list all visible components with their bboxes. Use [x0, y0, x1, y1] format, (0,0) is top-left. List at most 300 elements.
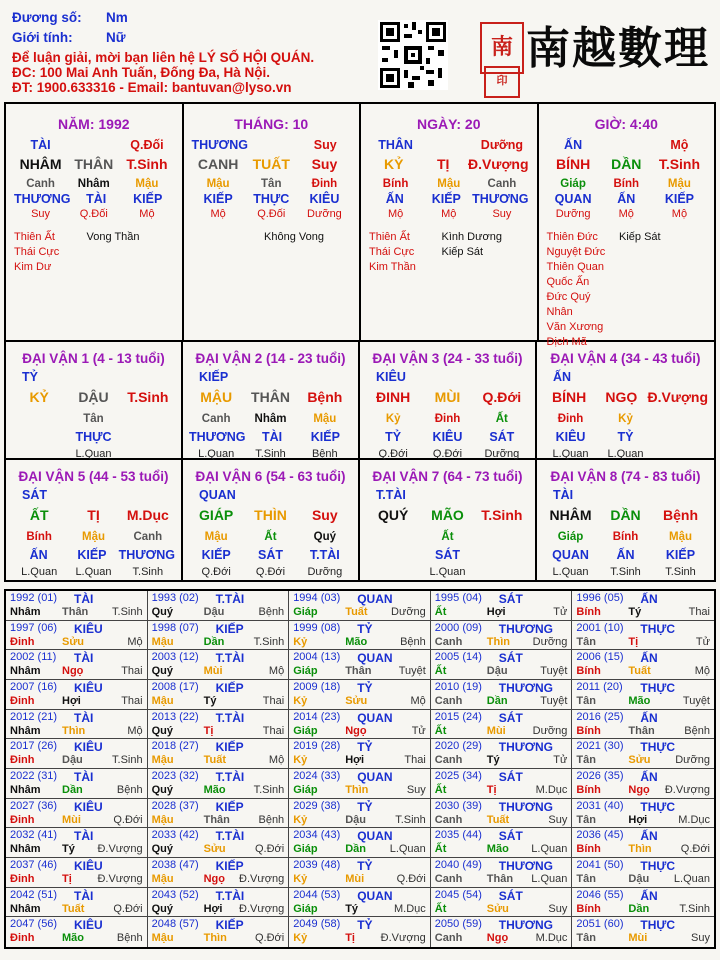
phone-email-line: ĐT: 1900.633316 - Email: bantuvan@lyso.vn [12, 80, 292, 95]
stem-branch: DẦN [611, 156, 642, 172]
year-life-stage: Bệnh [684, 724, 710, 737]
year-life-stage: Thai [404, 754, 426, 767]
year-ten-god: KIẾP [215, 680, 244, 695]
year-label: 2016 (25) [576, 710, 624, 723]
year-label: 2022 (31) [10, 769, 58, 782]
dai-van-hidden-ten-god [366, 548, 420, 563]
life-stage: Suy [31, 208, 51, 220]
dai-van-hidden-ten-god: KIÊU [555, 430, 586, 444]
year-label: 2046 (55) [576, 888, 624, 901]
year-life-stage: Q.Đới [396, 872, 426, 885]
dai-van-hidden-stem: Ất [264, 531, 277, 543]
stem-branch-row [184, 154, 360, 174]
year-branch: Ngọ [486, 932, 509, 945]
year-cell [6, 888, 148, 918]
year-ten-god: THƯƠNG [498, 799, 553, 814]
year-ten-god: T.TÀI [215, 592, 245, 606]
dai-van-ten-god: T.TÀI [376, 488, 406, 502]
year-branch: Dần [62, 783, 83, 796]
dai-van-life-stage: T.Sinh [255, 448, 286, 460]
year-label: 2018 (27) [151, 740, 199, 753]
year-ten-god: QUAN [357, 651, 393, 666]
year-cell [6, 917, 148, 947]
stars-row [184, 230, 360, 245]
star-name: Kiếp Sát [619, 231, 661, 243]
dai-van-stem-branch: Q.Đới [482, 389, 522, 405]
dai-van-life-stage-row [360, 566, 535, 580]
year-label: 2014 (23) [293, 710, 341, 723]
year-label: 2037 (46) [10, 858, 58, 871]
year-branch: Mùi [628, 932, 648, 945]
year-stem: Ất [434, 843, 447, 856]
year-stem: Giáp [293, 724, 318, 737]
year-ten-god: TÀI [74, 769, 94, 784]
pillar-column [539, 104, 715, 348]
dai-van-stem-branch: Suy [311, 507, 338, 523]
dai-van-hidden-ten-god [12, 430, 66, 445]
year-cell [572, 591, 714, 621]
life-stage: Mộ [618, 208, 634, 220]
year-stem: Bính [576, 843, 601, 856]
stem-branch: BÍNH [555, 156, 591, 172]
star-name: Thái Cực [14, 246, 60, 258]
stars-row [6, 230, 182, 275]
year-stem: Đinh [10, 932, 35, 945]
dai-van-hidden-stem: Mậu [313, 413, 337, 425]
dai-van-stem-branch-row [537, 389, 714, 407]
stem-branch: KỶ [384, 156, 404, 172]
year-stem: Đinh [10, 694, 35, 707]
year-stem: Canh [434, 635, 463, 648]
year-life-stage: Bệnh [116, 932, 143, 945]
stars-left-list [14, 230, 87, 275]
dai-van-hidden-ten-god: THƯƠNG [189, 430, 246, 444]
year-label: 1996 (05) [576, 592, 624, 604]
year-label: 2026 (35) [576, 769, 624, 782]
year-branch: Mùi [486, 724, 506, 737]
year-branch: Tị [62, 872, 72, 885]
year-label: 2047 (56) [10, 918, 58, 931]
year-ten-god: TỶ [357, 680, 373, 695]
year-life-stage: Đ.Vượng [239, 872, 285, 885]
stem-branch: NHÂM [19, 156, 62, 172]
hidden-stem: Bính [613, 178, 640, 190]
year-ten-god: ẤN [640, 710, 658, 725]
year-cell [431, 888, 573, 918]
year-ten-god: SÁT [498, 829, 523, 844]
dai-van-ten-god: TÀI [553, 488, 574, 502]
dai-van-hidden-ten-god: SÁT [434, 548, 460, 562]
life-stage-row [6, 208, 182, 224]
year-branch: Thân [203, 813, 230, 826]
year-label: 2033 (42) [151, 829, 199, 842]
dai-van-stem-branch: MÃO [431, 507, 464, 523]
year-branch: Thìn [345, 783, 369, 796]
year-ten-god: QUAN [357, 829, 393, 844]
dai-van-stem-branch: MÙI [434, 389, 461, 405]
dai-van-ten-god: QUAN [199, 488, 236, 502]
year-ten-god: SÁT [498, 888, 523, 903]
year-cell [6, 591, 148, 621]
year-label: 2025 (34) [434, 769, 482, 782]
year-label: 2011 (20) [576, 680, 623, 693]
dai-van-hidden-ten-god [653, 430, 708, 445]
dai-van-life-stage: T.Sinh [665, 566, 696, 578]
hidden-stem: Mậu [667, 178, 691, 190]
year-stem: Đinh [10, 635, 35, 648]
life-stage: Q.Đối [79, 208, 108, 220]
dai-van-life-stage: L.Quan [21, 566, 58, 578]
year-stem: Mậu [151, 754, 174, 767]
year-ten-god: THƯƠNG [498, 740, 553, 755]
dai-van-ten-god: ẤN [553, 370, 572, 384]
year-life-stage: Mộ [268, 754, 285, 767]
dai-van-life-stage: Q.Đới [201, 566, 231, 578]
dai-van-hidden-ten-god: KIẾP [310, 430, 340, 444]
dai-van-hidden-stem-row [360, 528, 535, 545]
year-life-stage: Tử [411, 724, 426, 737]
year-stem: Canh [434, 813, 463, 826]
hidden-ten-god: KIẾP [203, 192, 233, 206]
year-stem: Tân [576, 754, 596, 767]
dai-van-hidden-stem: Quý [313, 531, 336, 543]
year-cell [289, 680, 431, 710]
year-cell [6, 650, 148, 680]
year-label: 1999 (08) [293, 621, 341, 634]
year-cell [148, 650, 290, 680]
dai-van-cell [360, 460, 537, 580]
year-life-stage: Đ.Vượng [239, 902, 285, 915]
year-ten-god: THỰC [640, 680, 676, 695]
stars-left-list [192, 230, 265, 245]
dai-van-stem-branch: GIÁP [199, 507, 234, 523]
dai-van-hidden-ten-god [121, 430, 175, 445]
dai-van-life-stage: L.Quan [198, 448, 235, 460]
dai-van-stem-branch: T.Sinh [127, 389, 169, 405]
year-branch: Thân [628, 724, 655, 737]
year-ten-god: ẤN [640, 769, 658, 784]
ten-god-stem: ẤN [564, 138, 583, 152]
dai-van-stem-branch: MẬU [200, 389, 233, 405]
year-stem: Bính [576, 606, 601, 618]
year-label: 2049 (58) [293, 918, 341, 931]
pillar-title: NĂM: 1992 [57, 116, 130, 132]
year-ten-god: QUAN [357, 769, 393, 784]
year-cell [6, 680, 148, 710]
year-ten-god: KIẾP [215, 621, 244, 636]
stem-branch: TỊ [437, 156, 450, 172]
star-name: Kim Thần [369, 261, 416, 273]
dai-van-stem-branch: THÂN [251, 389, 290, 405]
year-life-stage: Thai [262, 724, 285, 737]
year-life-stage: Q.Đới [680, 843, 710, 856]
star-name: Thiên Quan [546, 261, 604, 273]
year-life-stage: Tuyệt [398, 665, 426, 678]
dai-van-ten-god: KIẾP [199, 370, 229, 384]
ten-god-stem-row [184, 134, 360, 154]
dai-van-hidden-ten-god-row [360, 548, 535, 563]
dai-van-hidden-stem: Canh [201, 413, 231, 425]
dai-van-hidden-ten-god: ẤN [616, 548, 635, 562]
hidden-ten-god: KIẾP [133, 192, 163, 206]
year-stem: Kỷ [293, 694, 308, 707]
year-cell [572, 828, 714, 858]
ten-god-stem: Suy [313, 138, 337, 152]
year-life-stage: Q.Đới [254, 932, 285, 945]
dai-van-ten-god: TỶ [22, 370, 38, 384]
year-stem: Đinh [10, 872, 35, 885]
year-stem: Quý [151, 606, 173, 618]
star-name: Thái Cực [369, 246, 415, 258]
year-label: 2010 (19) [434, 680, 482, 693]
year-stem: Nhâm [10, 843, 41, 856]
dai-van-stem-branch: Bệnh [307, 389, 343, 405]
star-name: Đức Quý Nhân [546, 291, 591, 318]
dai-van-stem-branch: Đ.Vượng [647, 389, 709, 405]
life-stage-row [539, 208, 715, 224]
year-life-stage: Bệnh [258, 606, 285, 618]
stars-left-list [547, 230, 620, 350]
dai-van-hidden-ten-god-row [537, 548, 714, 563]
dai-van-hidden-ten-god: TỶ [617, 430, 634, 444]
year-ten-god: ẤN [640, 829, 658, 844]
year-ten-god: ẤN [640, 651, 658, 666]
year-branch: Dậu [628, 872, 650, 885]
year-cell [289, 917, 431, 947]
year-branch: Tị [628, 635, 639, 648]
year-branch: Sửu [62, 635, 85, 648]
year-cell [6, 828, 148, 858]
year-life-stage: Đ.Vượng [97, 872, 143, 885]
dai-van-cell [183, 342, 360, 460]
year-ten-god: THỰC [640, 740, 676, 755]
year-stem: Tân [576, 635, 596, 648]
hidden-stem: Bính [382, 178, 409, 190]
dai-van-stem-branch-row [360, 389, 535, 407]
year-label: 2021 (30) [576, 740, 624, 753]
year-ten-god: TÀI [74, 829, 94, 844]
dai-van-ten-god: SÁT [22, 488, 47, 502]
year-ten-god: KIÊU [74, 858, 103, 873]
ten-god-stem: TÀI [30, 138, 51, 152]
dai-van-hidden-ten-god-row [6, 430, 181, 445]
dai-van-stem-branch: KỶ [29, 389, 49, 405]
dai-van-stem-branch: TỊ [87, 507, 100, 523]
dai-van-title: ĐẠI VẬN 6 (54 - 63 tuổi) [195, 469, 346, 484]
year-life-stage: Q.Đới [113, 813, 143, 826]
year-branch: Hợi [486, 606, 506, 618]
dai-van-hidden-ten-god: KIẾP [665, 548, 696, 562]
year-label: 2003 (12) [151, 651, 199, 664]
dai-van-hidden-stem: Đinh [557, 413, 584, 425]
year-cell [431, 828, 573, 858]
life-stage: Suy [492, 208, 512, 220]
year-ten-god: ẤN [640, 888, 658, 903]
star-name: Thiên Ất [369, 231, 410, 243]
dai-van-hidden-stem: Bính [26, 531, 52, 543]
year-branch: Hợi [345, 754, 365, 767]
ten-god-stem: Q.Đối [130, 138, 164, 152]
year-stem: Kỷ [293, 872, 308, 885]
dai-van-stem-branch-row [183, 389, 358, 407]
year-ten-god: KIÊU [74, 740, 103, 755]
dai-van-hidden-ten-god: THỰC [75, 430, 112, 444]
life-stage: Mộ [441, 208, 457, 220]
ten-god-stem: THƯƠNG [191, 138, 248, 152]
year-life-stage: Dưỡng [675, 754, 710, 767]
year-life-stage: M.Dục [394, 902, 426, 915]
year-cell [572, 888, 714, 918]
year-stem: Giáp [293, 843, 318, 856]
dai-van-life-stage-row [537, 566, 714, 580]
year-label: 2024 (33) [293, 769, 341, 782]
year-cell [572, 739, 714, 769]
year-branch: Tuất [62, 902, 85, 915]
hidden-stem: Mậu [135, 178, 159, 190]
dai-van-hidden-ten-god: KIẾP [201, 548, 231, 562]
year-label: 2020 (29) [434, 740, 482, 753]
year-label: 2029 (38) [293, 799, 341, 812]
dai-van-life-stage: L.Quan [75, 566, 112, 578]
year-stem: Nhâm [10, 902, 41, 915]
hidden-ten-god-row [6, 192, 182, 208]
star-name: Thiên Ất [14, 231, 55, 243]
pillar-column [6, 104, 184, 340]
year-life-stage: Thai [121, 694, 143, 707]
dai-van-hidden-stem [366, 531, 420, 545]
life-stage: Mộ [671, 208, 688, 220]
year-cell [289, 769, 431, 799]
year-label: 2051 (60) [576, 918, 624, 931]
year-ten-god: THỰC [640, 621, 676, 636]
year-branch: Tuất [486, 813, 510, 826]
star-name: Kiếp Sát [441, 246, 484, 258]
dai-van-life-stage: T.Sinh [610, 566, 641, 578]
hidden-ten-god-row [539, 192, 715, 208]
dai-van-life-stage: Bệnh [311, 448, 338, 460]
year-cell [6, 858, 148, 888]
year-ten-god: TỶ [357, 799, 373, 814]
dai-van-hidden-stem: Mậu [204, 531, 228, 543]
dai-van-hidden-ten-god: THƯƠNG [118, 548, 176, 562]
hidden-stem: Mậu [206, 178, 230, 190]
year-cell [431, 710, 573, 740]
year-label: 2039 (48) [293, 858, 341, 871]
hidden-stem: Tân [261, 178, 282, 190]
year-cell [572, 769, 714, 799]
dai-van-stem-branch-row [537, 507, 714, 525]
year-label: 2006 (15) [576, 651, 624, 664]
year-cell [572, 858, 714, 888]
dai-van-hidden-ten-god: SÁT [489, 430, 515, 444]
year-ten-god: ẤN [640, 592, 658, 606]
year-stem: Ất [434, 724, 447, 737]
ten-god-stem-row [361, 134, 537, 154]
star-name: Quốc Ấn [546, 276, 590, 288]
year-stem: Bính [576, 902, 601, 915]
year-label: 2028 (37) [151, 799, 199, 812]
dai-van-hidden-stem-row [537, 410, 714, 427]
dai-van-hidden-stem: Mậu [81, 531, 105, 543]
year-label: 2008 (17) [151, 680, 199, 693]
year-branch: Dần [628, 902, 650, 915]
year-branch: Thìn [628, 843, 652, 856]
year-stem: Ất [434, 783, 447, 796]
ten-god-stem-row [539, 134, 715, 154]
ten-god-stem [600, 138, 653, 154]
year-branch: Ngọ [345, 724, 367, 737]
year-branch: Thân [345, 665, 372, 678]
dai-van-hidden-ten-god: T.TÀI [309, 548, 340, 562]
year-label: 2015 (24) [434, 710, 482, 723]
stars-left-list [369, 230, 442, 275]
year-stem: Giáp [293, 665, 318, 678]
year-life-stage: Suy [548, 902, 568, 915]
year-cell [6, 621, 148, 651]
year-cell [431, 769, 573, 799]
dai-van-stem-branch: BÍNH [552, 389, 587, 405]
qr-code-icon [378, 20, 448, 90]
life-stage: Dưỡng [555, 208, 591, 220]
year-stem: Nhâm [10, 606, 41, 618]
dai-van-hidden-ten-god: TỶ [385, 430, 402, 444]
stem-branch: TUẤT [252, 156, 290, 172]
pillar-column [184, 104, 362, 340]
dai-van-cell [6, 342, 183, 460]
year-ten-god: TỶ [357, 918, 373, 933]
dai-van-stem-branch-row [360, 507, 535, 525]
dai-van-stem-branch-row [6, 507, 181, 525]
year-stem: Canh [434, 694, 463, 707]
year-life-stage: L.Quan [673, 872, 710, 885]
year-branch: Tuất [345, 606, 368, 618]
dai-van-stem-branch: NGỌ [605, 389, 638, 405]
stars-right-list [619, 230, 706, 350]
hidden-stem-row [539, 174, 715, 192]
dai-van-title: ĐẠI VẬN 5 (44 - 53 tuổi) [18, 469, 169, 484]
year-life-stage: T.Sinh [253, 783, 285, 796]
star-name: Kình Dương [441, 231, 502, 243]
year-life-stage: Đ.Vượng [664, 783, 710, 796]
year-cell [289, 828, 431, 858]
logo: 南越數理 [526, 23, 710, 74]
year-label: 2035 (44) [434, 829, 482, 842]
year-stem: Giáp [293, 606, 318, 618]
life-stage: Mộ [210, 208, 226, 220]
dai-van-hidden-stem-row [6, 410, 181, 427]
year-stem: Đinh [10, 754, 35, 767]
stem-branch: T.Sinh [658, 156, 701, 172]
year-stem: Canh [434, 754, 463, 767]
stem-branch: T.Sinh [126, 156, 168, 172]
year-stem: Tân [576, 813, 596, 826]
year-branch: Tý [486, 754, 500, 767]
year-life-stage: Suy [691, 932, 710, 945]
hidden-stem: Giáp [560, 178, 586, 190]
pillar-title: THÁNG: 10 [234, 116, 309, 132]
star-name: Dịch Mã [546, 336, 587, 348]
year-life-stage: Suy [406, 783, 426, 796]
dai-van-life-stage: L.Quan [429, 566, 466, 578]
dai-van-life-stage-row [6, 566, 181, 580]
year-label: 1995 (04) [434, 592, 482, 604]
pillar-title: NGÀY: 20 [416, 116, 481, 132]
hidden-stem: Mậu [437, 178, 461, 190]
year-cell [6, 710, 148, 740]
year-ten-god: T.TÀI [215, 888, 245, 903]
dai-van-stem-branch: ĐINH [376, 389, 411, 405]
year-branch: Mão [486, 843, 509, 856]
